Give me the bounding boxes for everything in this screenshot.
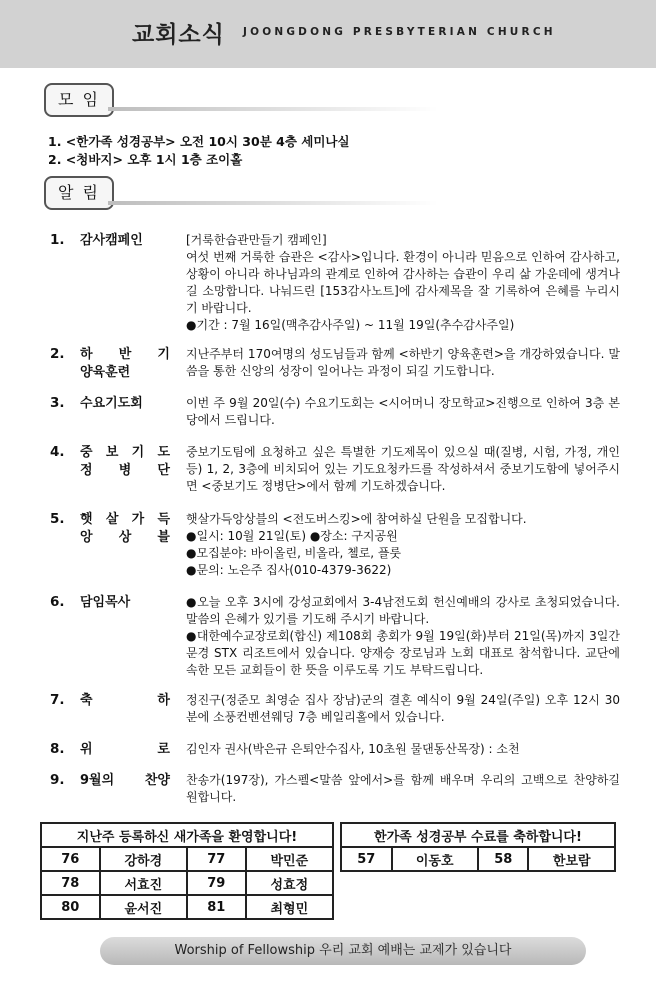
notice-label-line: 축 하 xyxy=(80,693,170,708)
table-cell: 76 xyxy=(41,847,100,871)
table-cell: 77 xyxy=(187,847,246,871)
table-row xyxy=(41,895,333,919)
notice-body-line: 찬송가(197장), 가스펠<말씀 앞에서>를 함께 배우며 우리의 고백으로 찬양하길 원합니다. xyxy=(186,773,620,804)
notice-body xyxy=(186,232,620,334)
notice-label xyxy=(80,346,170,382)
notice-body-line: ●모집분야: 바이올린, 비올라, 첼로, 플룻 xyxy=(186,546,402,560)
notice-body xyxy=(186,444,620,495)
notice-label xyxy=(80,511,170,547)
notice-body-line: 여섯 번째 거룩한 습관은 <감사>입니다. 환경이 아니라 믿음으로 인하여 감사하고, 상황이 아니라 하나님과의 관계로 인하여 감사하는 습관이 우리 삶 가운데에 생겨나길 소망합니다. 나눠드린 [153감사노트]에 감사제목을 잘 기록하여 은혜를 누리시기 바랍니다. xyxy=(186,250,620,315)
notice-number: 1. xyxy=(50,232,65,248)
table-cell: 강하경 xyxy=(100,847,187,871)
meeting-section-label: 모 임 xyxy=(44,83,114,117)
notice-label-line: 양육훈련 xyxy=(80,365,131,380)
table-cell: 한보람 xyxy=(528,847,615,871)
notice-body xyxy=(186,741,620,758)
table-row xyxy=(41,847,333,871)
notice-label-line: 담임목사 xyxy=(80,595,131,610)
notice-label-line: 감사캠페인 xyxy=(80,233,143,248)
notice-body-line: ●일시: 10월 21일(토) ●장소: 구지공원 xyxy=(186,529,398,543)
notice-label xyxy=(80,741,170,759)
notice-body-line: 지난주부터 170여명의 성도님들과 함께 <하반기 양육훈련>을 개강하였습니다. 말씀을 통한 신앙의 성장이 일어나는 과정이 되길 기도합니다. xyxy=(186,347,620,378)
notice-body xyxy=(186,692,620,726)
notice-body-line: ●기간 : 7월 16일(맥추감사주일) ~ 11월 19일(추수감사주일) xyxy=(186,318,515,332)
notice-body-line: 중보기도팀에 요청하고 싶은 특별한 기도제목이 있으실 때(질병, 시험, 가정, 개인 등) 1, 2, 3층에 비치되어 있는 기도요청카드를 작성하셔서 중보기도함에 넣어주시면 <중보기도 정병단>에서 함께 기도하겠습니다. xyxy=(186,445,620,493)
footer-banner: Worship of Fellowship 우리 교회 예배는 교제가 있습니다 xyxy=(100,937,586,965)
notice-label-line: 9월의 찬양 xyxy=(80,773,170,788)
notice-body xyxy=(186,346,620,380)
new-family-table xyxy=(40,822,334,920)
table-cell: 이동호 xyxy=(392,847,478,871)
meeting-line-1: 1. <한가족 성경공부> 오전 10시 30분 4층 세미나실 xyxy=(48,134,350,149)
notice-number: 2. xyxy=(50,346,65,362)
section-divider xyxy=(108,107,438,111)
section-divider xyxy=(108,201,438,205)
notice-body xyxy=(186,772,620,806)
notice-label xyxy=(80,444,170,480)
notice-number: 3. xyxy=(50,395,65,411)
notice-label xyxy=(80,232,170,250)
table-cell: 58 xyxy=(478,847,529,871)
notice-label xyxy=(80,395,170,413)
notice-body-line: [거룩한습관만들기 캠페인] xyxy=(186,233,327,247)
notice-body xyxy=(186,511,620,579)
notices-section-label: 알 림 xyxy=(44,176,114,210)
bible-study-title: 한가족 성경공부 수료를 축하합니다! xyxy=(341,823,615,847)
table-cell: 57 xyxy=(341,847,392,871)
notice-body-line: 이번 주 9월 20일(수) 수요기도회는 <시어머니 장모학교>진행으로 인하여 3층 본당에서 드립니다. xyxy=(186,396,620,427)
notice-body-line: 김인자 권사(박은규 은퇴안수집사, 10초원 물댄동산목장) : 소천 xyxy=(186,742,520,756)
notice-label-line: 하 반 기 xyxy=(80,347,170,362)
table-cell: 서효진 xyxy=(100,871,187,895)
notice-label xyxy=(80,594,170,612)
notice-label-line: 수요기도회 xyxy=(80,396,143,411)
notice-body-line: 햇살가득앙상블의 <전도버스킹>에 참여하실 단원을 모집합니다. xyxy=(186,512,527,526)
table-cell: 박민준 xyxy=(246,847,333,871)
table-cell: 성효정 xyxy=(246,871,333,895)
new-family-title: 지난주 등록하신 새가족을 환영합니다! xyxy=(41,823,333,847)
notice-number: 9. xyxy=(50,772,65,788)
table-row xyxy=(341,847,615,871)
table-cell: 80 xyxy=(41,895,100,919)
bible-study-table xyxy=(340,822,616,872)
notice-label-line: 정 병 단 xyxy=(80,463,170,478)
notice-body-line: 정진구(정준모 최영순 집사 장남)군의 결혼 예식이 9월 24일(주일) 오후 12시 30분에 소풍컨벤션웨딩 7층 베일리홀에서 있습니다. xyxy=(186,693,620,724)
table-cell: 윤서진 xyxy=(100,895,187,919)
table-cell: 78 xyxy=(41,871,100,895)
page-title: 교회소식 xyxy=(132,22,225,48)
table-cell: 81 xyxy=(187,895,246,919)
notice-label-line: 중 보 기 도 xyxy=(80,445,170,460)
notice-body xyxy=(186,395,620,429)
notice-body-line: ●문의: 노은주 집사(010-4379-3622) xyxy=(186,563,392,577)
header-banner xyxy=(0,0,656,68)
notice-label xyxy=(80,772,170,790)
notice-body-line: ●오늘 오후 3시에 강성교회에서 3-4남전도회 헌신예배의 강사로 초청되었습니다. 말씀의 은혜가 있기를 기도해 주시기 바랍니다. xyxy=(186,595,620,626)
notice-number: 6. xyxy=(50,594,65,610)
church-name: JOONGDONG PRESBYTERIAN CHURCH xyxy=(243,26,556,38)
table-cell: 79 xyxy=(187,871,246,895)
notice-number: 5. xyxy=(50,511,65,527)
notice-number: 8. xyxy=(50,741,65,757)
notice-body xyxy=(186,594,620,679)
notice-body-line: ●대한예수교장로회(합신) 제108회 총회가 9월 19일(화)부터 21일(목)까지 3일간 문경 STX 리조트에서 있습니다. 양재승 장로님과 노회 대표로 참석합니다. 교단에 속한 모든 교회들이 한 뜻을 이루도록 기도 부탁드립니다. xyxy=(186,629,620,677)
notice-number: 4. xyxy=(50,444,65,460)
table-cell: 최형민 xyxy=(246,895,333,919)
notice-label xyxy=(80,692,170,710)
notice-label-line: 햇 살 가 득 xyxy=(80,512,170,527)
notice-label-line: 앙 상 블 xyxy=(80,530,170,545)
meeting-line-2: 2. <청바지> 오후 1시 1층 조이홀 xyxy=(48,152,243,167)
notice-number: 7. xyxy=(50,692,65,708)
table-row xyxy=(41,871,333,895)
notice-label-line: 위 로 xyxy=(80,742,170,757)
